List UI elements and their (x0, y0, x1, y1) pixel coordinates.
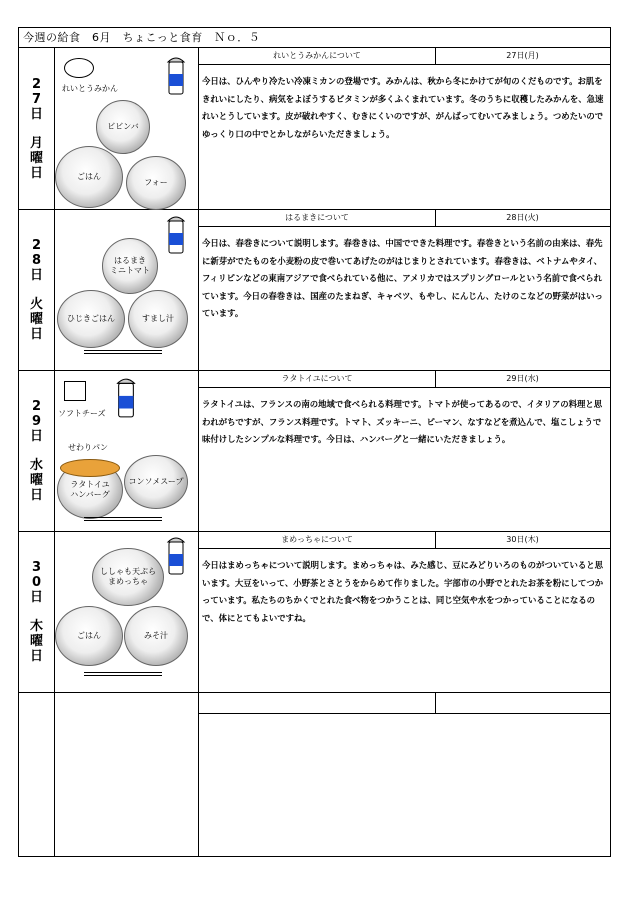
mikan-icon (64, 58, 94, 78)
menu-item: せわりパン (68, 443, 108, 452)
plate: ラタトイユ ハンバーグ (57, 461, 123, 519)
topic-body: ラタトイユは、フランスの南の地域で食べられる料理です。トマトが使ってあるので、イタリアの料理と思われがちですが、フランス料理です。トマト、ズッキーニ、ピーマン、なすなどを煮込んで、塩こしょうで味付けしたシンプルな料理です。今日は、ハンバーグと一緒にいただきましょう。 (202, 399, 603, 444)
day-row (19, 210, 610, 371)
chopsticks (84, 672, 162, 676)
bread-icon (60, 459, 120, 477)
column-divider (54, 48, 55, 856)
bowl: すまし汁 (128, 290, 188, 348)
description-panel (199, 532, 610, 692)
topic-date: 29日(水) (506, 374, 539, 383)
bowl: ごはん (55, 606, 123, 666)
description-panel (199, 210, 610, 370)
bowl: ごはん (55, 146, 123, 208)
chopsticks (84, 517, 162, 521)
column-divider (198, 48, 199, 856)
topic-date: 27日(月) (506, 51, 539, 60)
description-panel (199, 371, 610, 531)
menu-illustration (54, 48, 198, 209)
topic-title: まめっちゃについて (199, 532, 436, 548)
day-row (19, 371, 610, 532)
menu-item: ソフトチーズ (58, 409, 106, 418)
menu-item: れいとうみかん (62, 84, 118, 93)
topic-date: 28日(火) (506, 213, 539, 222)
topic-title: はるまきについて (199, 210, 436, 226)
bowl: みそ汁 (124, 606, 188, 666)
menu-sheet (18, 27, 611, 857)
day-label: 3 0 日 木 曜 日 (29, 560, 43, 664)
topic-body: 今日は、ひんやり冷たい冷凍ミカンの登場です。みかんは、秋から冬にかけてが旬のくだものです。お肌をきれいにしたり、病気をよぼうするビタミンが多くふくまれています。冬のうちに収穫したみかんを、急速れいとうしています。皮が破れやすく、むきにくいのですが、がんばってむいてみましょう。つめたいのでゆっくり口の中でとかしながらいただきましょう。 (202, 76, 604, 139)
page-title: 今週の給食 6月 ちょこっと食育 Ｎｏ．５ (19, 28, 610, 48)
menu-illustration (54, 210, 198, 370)
empty-row (19, 693, 610, 857)
bowl: ひじきごはん (57, 290, 125, 348)
chopsticks (84, 350, 162, 354)
plate: はるまき ミニトマト (102, 238, 158, 294)
cheese-icon (64, 381, 86, 401)
day-label: 2 9 日 水 曜 日 (29, 399, 43, 503)
milk-bottle-icon (114, 377, 138, 419)
menu-illustration (54, 532, 198, 692)
menu-illustration (54, 371, 198, 531)
topic-title: ラタトイユについて (199, 371, 436, 387)
day-label: 2 8 日 火 曜 日 (29, 238, 43, 342)
plate: ししゃも天ぷら まめっちゃ (92, 548, 164, 606)
topic-title: れいとうみかんについて (199, 48, 436, 64)
milk-bottle-icon (166, 56, 186, 96)
milk-bottle-icon (166, 536, 186, 576)
topic-body: 今日はまめっちゃについて説明します。まめっちゃは、みた感じ、豆にみどりいろのものがついていると思います。大豆をいって、小野茶とさとうをからめて作りました。宇部市の小野でとれたお茶を粉にしてつかっています。私たちのちかくでとれた食べ物をつかうことは、同じ空気や水をつかっていることになるので、体にとてもよいですね。 (202, 560, 604, 623)
bowl: コンソメスープ (124, 455, 188, 509)
description-panel (199, 693, 610, 857)
milk-bottle-icon (166, 215, 186, 255)
day-row (19, 48, 610, 210)
day-row (19, 532, 610, 693)
plate: ビビンバ (96, 100, 150, 154)
bowl: フォー (126, 156, 186, 210)
description-panel (199, 48, 610, 209)
day-label: 2 7 日 月 曜 日 (29, 76, 43, 181)
topic-date: 30日(木) (506, 535, 539, 544)
topic-body: 今日は、春巻きについて説明します。春巻きは、中国でできた料理です。春巻きという名前の由来は、春先に新芽がでたものを小麦粉の皮で巻いてあげたのがはじまりとされています。春巻きは、ベトナムやタイ、フィリピンなどの東南アジアで食べられている他に、アメリカではスプリングロールという名前で食べられています。今日の春巻きは、国産のたまねぎ、キャベツ、もやし、にんじん、たけのこなどの野菜がはいっています。 (202, 238, 603, 318)
